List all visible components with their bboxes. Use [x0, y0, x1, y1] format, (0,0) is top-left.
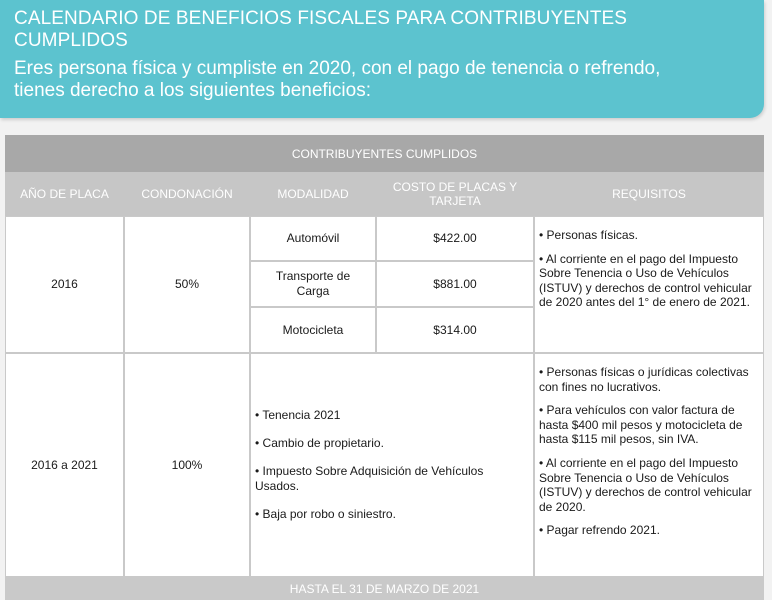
modality-item: • Baja por robo o siniestro. — [255, 507, 396, 521]
row2-modalities — [250, 353, 534, 577]
row1-modality-car: Automóvil — [250, 216, 376, 261]
row1-year: 2016 — [5, 216, 124, 353]
requirement-item: • Pagar refrendo 2021. — [539, 523, 660, 538]
modality-item: • Tenencia 2021 — [255, 408, 341, 422]
row2-condonation: 100% — [124, 353, 250, 577]
page-subtitle — [14, 58, 762, 102]
page-title — [14, 8, 754, 52]
row1-condonation: 50% — [124, 216, 250, 353]
header-modality: MODALIDAD — [277, 187, 349, 201]
row1-cost-motorcycle: $314.00 — [376, 307, 534, 353]
requirement-item: • Personas físicas. — [539, 228, 638, 242]
row1-modality-motorcycle: Motocicleta — [250, 307, 376, 353]
row1-modality-cargo: Transporte de Carga — [250, 261, 376, 307]
requirement-item: • Al corriente en el pago del Impuesto Sobre Tenencia o Uso de Vehículos (ISTUV) y derechos de control vehicular de 2020 antes del 1° de enero de 2021. — [539, 251, 752, 310]
requirement-item: • Personas físicas o jurídicas colectivas con fines no lucrativos. — [539, 365, 749, 394]
header-requirements: REQUISITOS — [612, 187, 686, 201]
deadline-footer: HASTA EL 31 DE MARZO DE 2021 — [5, 577, 764, 600]
row2-year: 2016 a 2021 — [5, 353, 124, 577]
header-cost: COSTO DE PLACAS Y TARJETA — [392, 180, 518, 208]
title-banner — [0, 0, 764, 118]
subtitle-line: Eres persona física y cumpliste en 2020, con el pago de tenencia o refrendo, — [14, 58, 661, 79]
title-line: CUMPLIDOS — [14, 30, 128, 51]
header-condonation: CONDONACIÓN — [141, 187, 233, 201]
row2-requirements — [534, 353, 764, 577]
row1-cost-car: $422.00 — [376, 216, 534, 261]
modality-item: • Cambio de propietario. — [255, 436, 384, 450]
requirement-item: • Al corriente en el pago del Impuesto Sobre Tenencia o Uso de Vehículos (ISTUV) y derechos de control vehicular de 2020. — [539, 455, 752, 514]
subtitle-line: tienes derecho a los siguientes beneficios: — [14, 80, 372, 101]
table-title: CONTRIBUYENTES CUMPLIDOS — [5, 135, 764, 172]
title-line: CALENDARIO DE BENEFICIOS FISCALES PARA CONTRIBUYENTES — [14, 8, 628, 29]
table-header-row — [5, 172, 764, 216]
header-year: AÑO DE PLACA — [20, 187, 109, 201]
row1-requirements — [534, 216, 764, 353]
requirement-item: • Para vehículos con valor factura de hasta $400 mil pesos y motocicleta de hasta $115 mil pesos, sin IVA. — [539, 403, 743, 447]
benefits-table — [5, 135, 764, 600]
modality-item: • Impuesto Sobre Adquisición de Vehículos Usados. — [255, 464, 484, 493]
row1-cost-cargo: $881.00 — [376, 261, 534, 307]
